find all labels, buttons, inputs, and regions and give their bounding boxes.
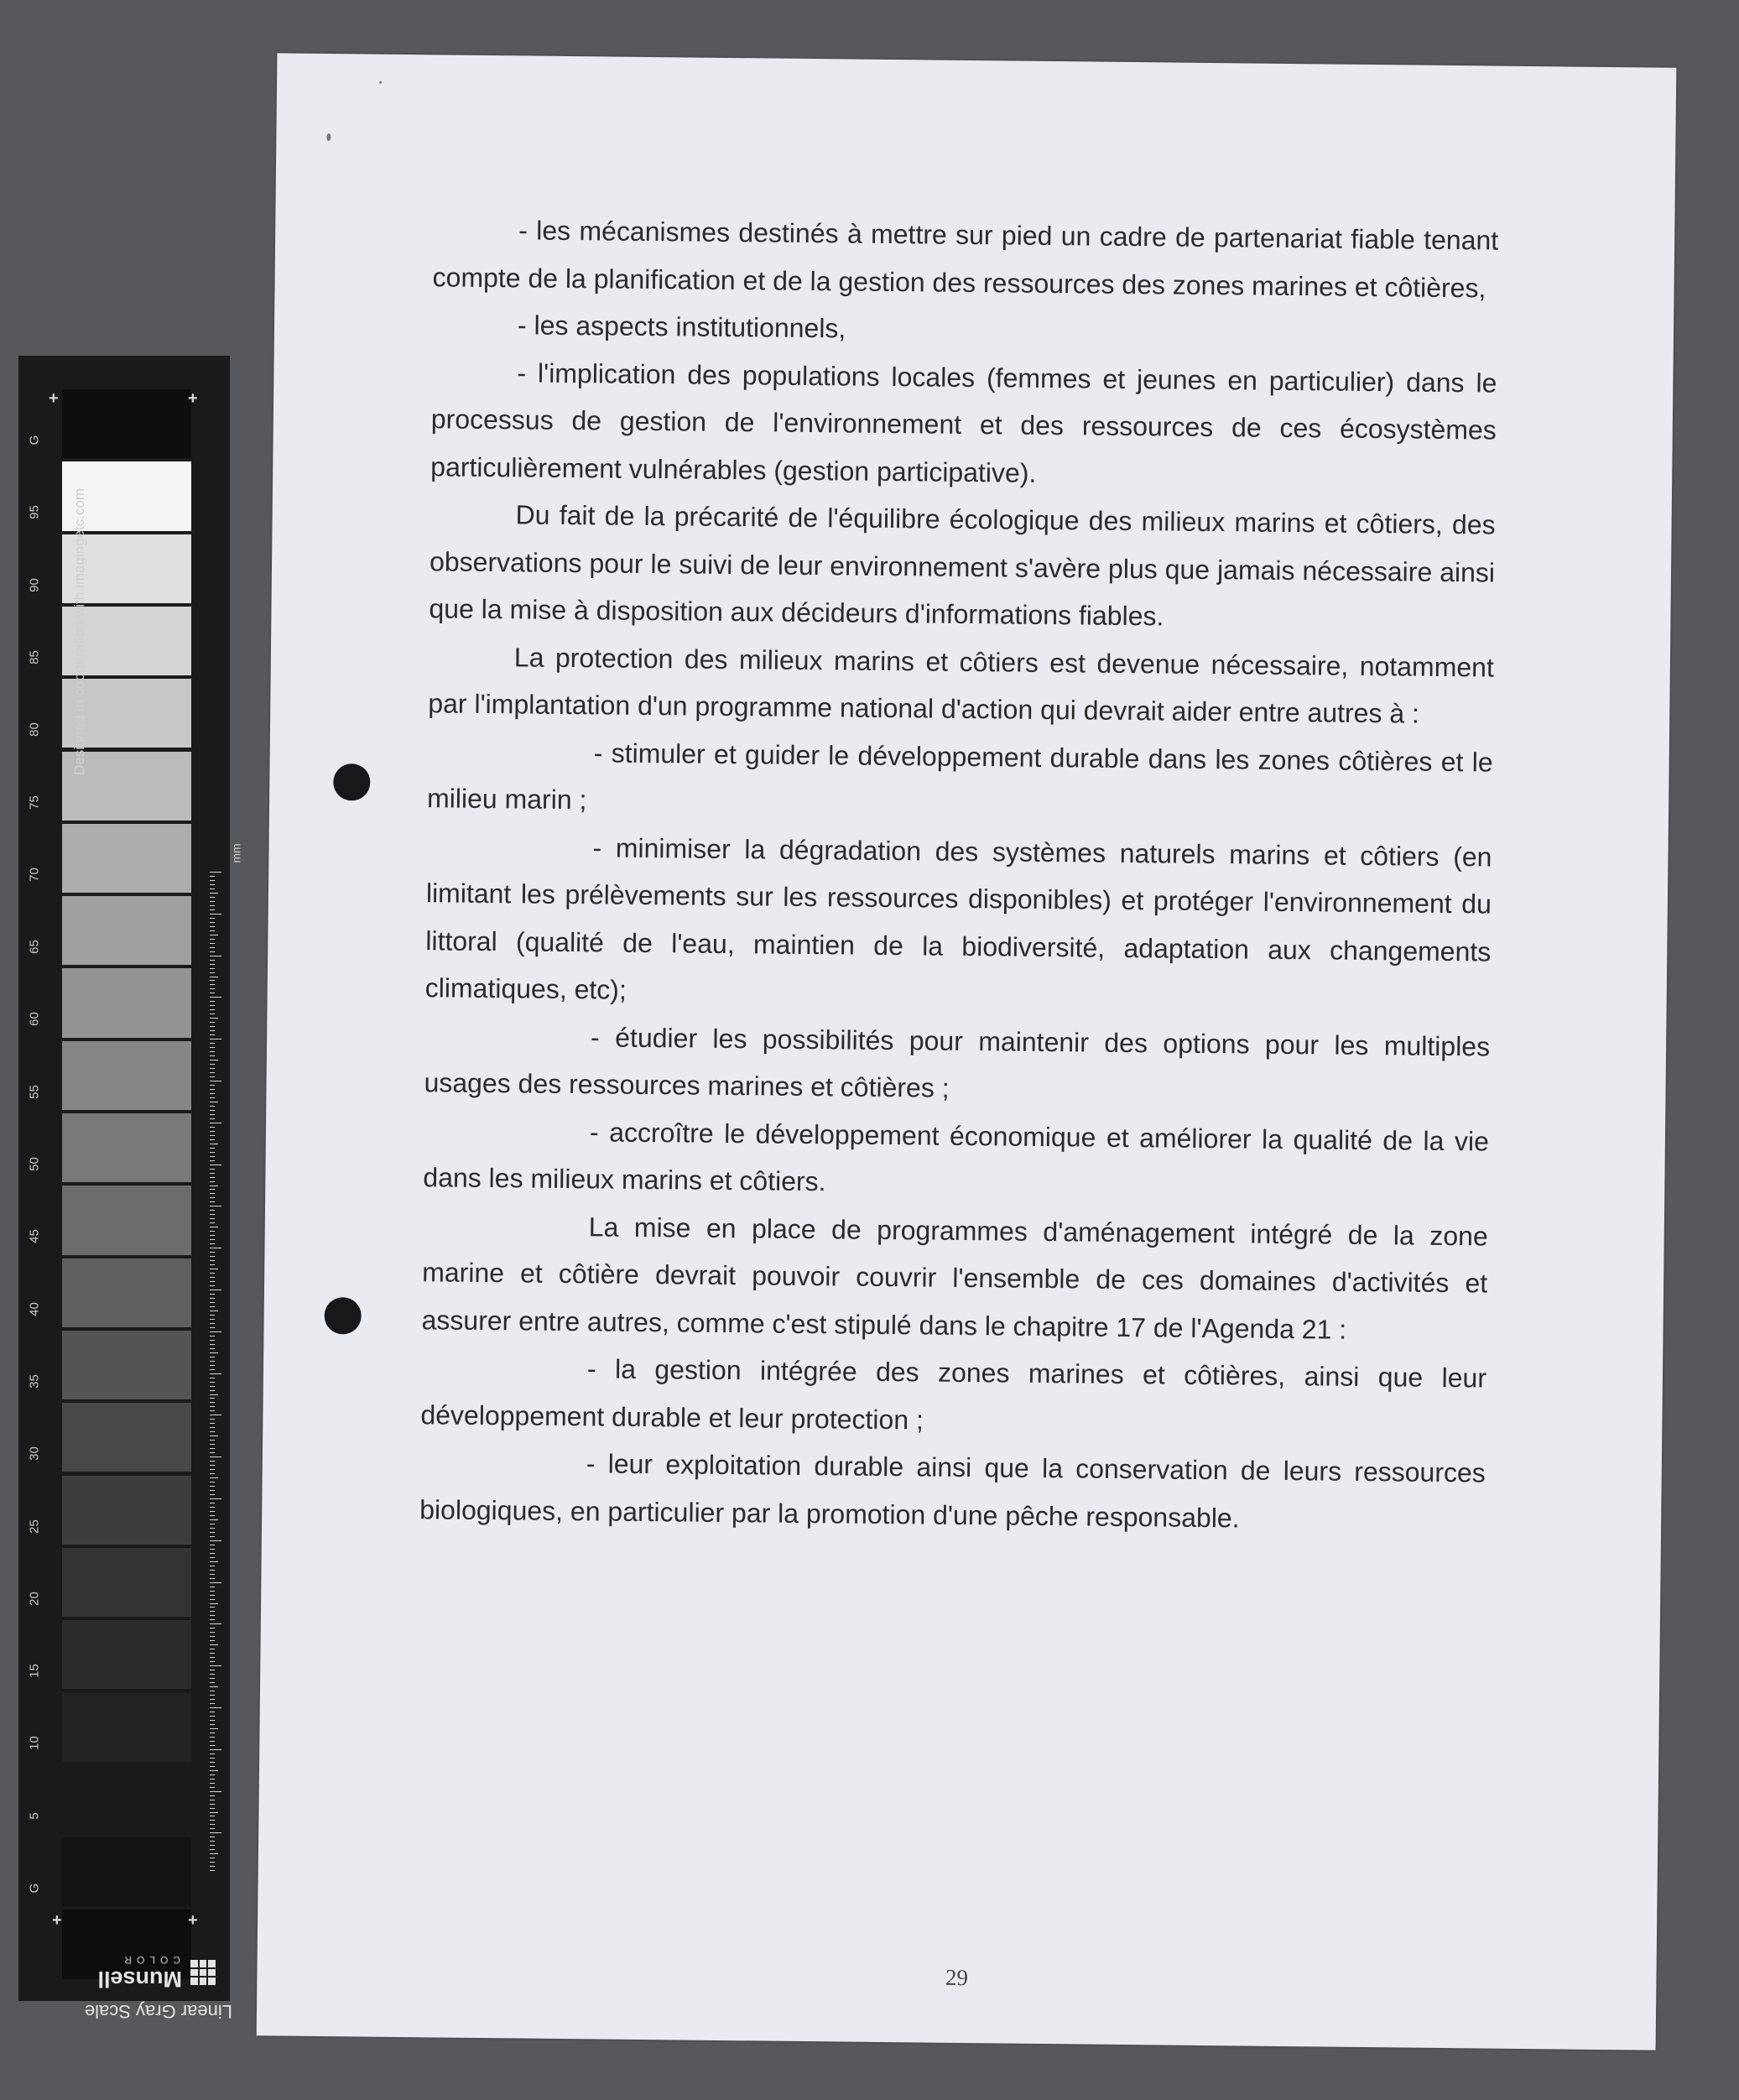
ruler-tick: [210, 1018, 218, 1019]
ruler-tick: [210, 984, 215, 985]
body-paragraph: La mise en place de programmes d'aménagement intégré de la zone marine et côtière devrait pouvoir couvrir l'ensemble de ces domaines d'activités et assurer entre autres, comme c'est stipulé dans le chapitre 17 de l'Agenda 21 :: [421, 1211, 1488, 1345]
munsell-logo-icon: [190, 1960, 216, 1985]
gray-swatch: [62, 389, 191, 458]
ruler-tick: [210, 1795, 215, 1796]
bullet-paragraph: - l'implication des populations locales (femmes et jeunes en particulier) dans le processus de gestion de l'environnement et des ressources de ces écosystèmes particulièrement vulnérables (gestion participative).: [430, 357, 1497, 488]
ruler-tick: [210, 1591, 215, 1592]
ruler-tick: [210, 880, 215, 881]
ruler-tick: [210, 1110, 215, 1111]
ruler-tick: [210, 1574, 215, 1575]
ruler-tick: [210, 1260, 215, 1261]
ruler-tick: [210, 1632, 215, 1633]
ruler-tick: [210, 1686, 218, 1687]
ruler-tick: [210, 884, 215, 885]
ruler-tick: [210, 1699, 215, 1700]
gray-step-label: 35: [27, 1374, 42, 1389]
bullet-paragraph: - accroître le développement économique et améliorer la qualité de la vie dans les milieux marins et côtiers.: [423, 1116, 1490, 1197]
ruler-tick: [210, 960, 215, 961]
ruler-tick: [210, 1114, 215, 1115]
ruler-tick: [210, 876, 215, 877]
bullet-paragraph: - la gestion intégrée des zones marines et côtières, ainsi que leur développement durable et leur protection ;: [420, 1353, 1487, 1435]
ruler-tick: [210, 1252, 215, 1253]
gray-step-label: G: [27, 435, 42, 446]
ruler-tick: [210, 1716, 215, 1717]
gray-step-label: 30: [27, 1446, 42, 1462]
ruler-tick: [210, 1766, 215, 1767]
ruler-tick: [210, 1787, 215, 1788]
ruler-tick: [210, 1570, 215, 1571]
ruler-tick: [210, 1419, 215, 1420]
ruler-tick: [210, 1611, 215, 1612]
ruler-tick: [210, 1022, 215, 1023]
ruler-tick: [210, 1055, 215, 1056]
ruler-tick: [210, 1281, 215, 1282]
ruler-tick: [210, 1482, 215, 1483]
ruler-tick: [210, 972, 215, 973]
ruler-tick: [210, 1181, 215, 1182]
ruler-tick: [210, 1210, 215, 1211]
ruler-tick: [210, 1039, 221, 1040]
ruler-tick: [210, 1553, 215, 1554]
punch-hole-upper: [333, 763, 370, 800]
gray-step-label: G: [27, 1883, 42, 1894]
ruler-tick: [210, 1043, 215, 1044]
ruler-tick: [210, 980, 215, 981]
gray-swatch: [62, 1620, 191, 1689]
gray-step-label: 70: [27, 867, 42, 882]
ruler-tick: [210, 1528, 215, 1529]
ruler-tick: [210, 1047, 215, 1048]
ruler-tick: [210, 930, 215, 931]
ruler-tick: [210, 1674, 215, 1675]
ruler-tick: [210, 1406, 215, 1407]
ruler-tick: [210, 1707, 221, 1708]
gray-step-label: 65: [27, 940, 42, 954]
ruler-tick: [210, 1068, 215, 1069]
bullet-paragraph: - étudier les possibilités pour maintenir des options pour les multiples usages des ressources marines et côtières ;: [424, 1021, 1491, 1103]
ruler-tick: [210, 1076, 215, 1077]
ruler-tick: [210, 1720, 215, 1721]
ruler-tick: [210, 1394, 218, 1395]
ruler-tick: [210, 1118, 215, 1119]
ruler-tick: [210, 1440, 215, 1441]
ruler-tick: [210, 1135, 215, 1136]
ruler-tick: [210, 1369, 215, 1370]
plus-mark-top-left: +: [49, 389, 59, 408]
punch-hole-lower: [324, 1297, 361, 1334]
ruler-tick: [210, 1749, 221, 1750]
ruler-tick: [210, 1737, 215, 1738]
ruler-tick: [210, 1762, 215, 1763]
gray-step-label: 45: [27, 1229, 42, 1244]
ruler-tick: [210, 1557, 215, 1558]
ruler-tick: [210, 1001, 215, 1002]
brand-subtitle: COLOR: [119, 1954, 180, 1966]
ruler-tick: [210, 1097, 215, 1098]
gray-swatch: [62, 1331, 191, 1399]
ruler-tick: [210, 1477, 218, 1478]
ruler-tick: [210, 1456, 221, 1457]
millimeter-ruler: [210, 872, 221, 1874]
gray-swatch: [62, 1837, 191, 1906]
ruler-tick: [210, 1302, 215, 1303]
ruler-tick: [210, 1657, 215, 1658]
ruler-tick: [210, 1361, 215, 1362]
ruler-tick: [210, 1653, 215, 1654]
ruler-tick: [210, 1774, 215, 1775]
gray-step-label: 55: [27, 1084, 42, 1099]
ruler-tick: [210, 1783, 215, 1784]
ruler-tick: [210, 1603, 218, 1604]
ruler-tick: [210, 1465, 215, 1466]
body-paragraph: Du fait de la précarité de l'équilibre écologique des milieux marins et côtiers, des observations pour le suivi de leur environnement s'avère plus que jamais nécessaire ainsi que la mise à disposition aux décideurs d'informations fiables.: [429, 499, 1496, 632]
ruler-tick: [210, 1448, 215, 1449]
gray-step-label: 75: [27, 795, 42, 810]
ruler-tick: [210, 1695, 215, 1696]
scan-speck: [379, 81, 382, 84]
ruler-tick: [210, 1779, 215, 1780]
ruler-tick: [210, 1034, 215, 1035]
ruler-tick: [210, 1072, 215, 1073]
ruler-tick: [210, 1106, 215, 1107]
ruler-tick: [210, 1540, 221, 1541]
ruler-tick: [210, 1636, 215, 1637]
ruler-tick: [210, 1494, 215, 1495]
ruler-tick: [210, 1623, 221, 1624]
ruler-tick: [210, 901, 215, 902]
ruler-tick: [210, 1619, 215, 1620]
gray-swatch: [62, 1113, 191, 1182]
ruler-tick: [210, 1193, 215, 1194]
ruler-tick: [210, 918, 215, 919]
gray-step-label: 90: [27, 577, 42, 592]
ruler-tick: [210, 1845, 215, 1846]
ruler-tick: [210, 1327, 215, 1328]
ruler-tick: [210, 1382, 215, 1383]
gray-swatch: [62, 1765, 191, 1834]
ruler-tick: [210, 1156, 215, 1157]
ruler-tick: [210, 1005, 215, 1006]
scale-caption: Linear Gray Scale: [84, 2001, 232, 2022]
ruler-tick: [210, 1277, 215, 1278]
ruler-tick: [210, 1853, 218, 1854]
gray-swatch: [62, 1692, 191, 1761]
ruler-tick: [210, 1085, 215, 1086]
ruler-tick: [210, 1264, 215, 1265]
gray-step-label: 60: [27, 1012, 42, 1027]
brand-title: Munsell: [97, 1967, 182, 1992]
ruler-tick: [210, 1515, 215, 1516]
ruler-tick: [210, 951, 215, 952]
ruler-tick: [210, 1461, 215, 1462]
ruler-tick: [210, 1285, 215, 1286]
ruler-tick: [210, 1561, 218, 1562]
bullet-paragraph: - stimuler et guider le développement durable dans les zones côtières et le milieu marin ;: [426, 737, 1493, 816]
ruler-tick: [210, 1511, 215, 1512]
ruler-tick: [210, 1599, 215, 1600]
bullet-paragraph: - minimiser la dégradation des systèmes naturels marins et côtiers (en limitant les prélèvements sur les ressources disponibles) et protéger l'environnement du littoral (qualité de l'eau, maintien de la biodiversité, adaptation aux changements climatiques, etc);: [424, 831, 1492, 1005]
plus-mark-bottom-right: +: [188, 1911, 198, 1930]
gray-scale-card: [18, 356, 243, 2022]
body-paragraph: La protection des milieux marins et côtiers est devenue nécessaire, notamment par l'implantation d'un programme national d'action qui devrait aider entre autres à :: [428, 641, 1495, 729]
ruler-tick: [210, 1745, 215, 1746]
bullet-paragraph: - les aspects institutionnels,: [517, 310, 846, 344]
ruler-tick: [210, 1498, 221, 1499]
ruler-tick: [210, 1444, 215, 1445]
gray-step-label: 80: [27, 722, 42, 737]
page-number: 29: [945, 1964, 969, 1991]
ruler-tick: [210, 964, 215, 965]
ruler-tick: [210, 1431, 215, 1432]
ruler-tick: [210, 1064, 215, 1065]
ruler-tick: [210, 1582, 221, 1583]
ruler-tick: [210, 1410, 215, 1411]
ruler-tick: [210, 1051, 215, 1052]
ruler-tick: [210, 1331, 221, 1332]
ruler-tick: [210, 1870, 215, 1871]
ruler-tick: [210, 1758, 215, 1759]
ruler-tick: [210, 1828, 215, 1829]
ruler-tick: [210, 1298, 215, 1299]
ruler-tick: [210, 997, 221, 998]
credit-text: Designed in cooperation with imagingetc.com: [71, 487, 87, 775]
munsell-brand: [65, 1916, 216, 1992]
ruler-tick: [210, 1214, 215, 1215]
ruler-tick: [210, 1243, 215, 1244]
ruler-tick: [210, 939, 215, 940]
ruler-tick: [210, 1452, 215, 1453]
ruler-tick: [210, 926, 215, 927]
ruler-tick: [210, 947, 215, 948]
ruler-tick: [210, 1365, 215, 1366]
ruler-tick: [210, 1808, 215, 1809]
ruler-tick: [210, 905, 215, 906]
ruler-tick: [210, 1173, 215, 1174]
ruler-tick: [210, 922, 215, 923]
gray-step-label: 50: [27, 1157, 42, 1171]
ruler-tick: [210, 1469, 215, 1470]
ruler-tick: [210, 1770, 218, 1771]
ruler-tick: [210, 1862, 215, 1863]
bullet-paragraph: - les mécanismes destinés à mettre sur pied un cadre de partenariat fiable tenant compte de la planification et de la gestion des ressources des zones marines et côtières,: [432, 215, 1499, 303]
ruler-tick: [210, 1578, 215, 1579]
ruler-tick: [210, 1319, 215, 1320]
ruler-tick: [210, 1273, 215, 1274]
ruler-tick: [210, 1344, 215, 1345]
ruler-tick: [210, 1189, 215, 1190]
ruler-tick: [210, 897, 215, 898]
ruler-tick: [210, 1791, 221, 1792]
ruler-tick: [210, 1678, 215, 1679]
gray-swatch: [62, 896, 191, 965]
ruler-tick: [210, 1804, 215, 1805]
document-page: [257, 53, 1677, 2050]
ruler-tick: [210, 1160, 215, 1161]
ruler-tick: [210, 893, 218, 894]
ruler-tick: [210, 1340, 215, 1341]
gray-step-label: 15: [27, 1664, 42, 1678]
gray-swatch: [62, 1476, 191, 1545]
ruler-tick: [210, 1373, 221, 1374]
gray-swatch: [62, 1403, 191, 1472]
ruler-tick: [210, 1607, 215, 1608]
ruler-tick: [210, 1741, 215, 1742]
ruler-tick: [210, 988, 215, 989]
ruler-tick: [210, 1812, 218, 1813]
ruler-tick: [210, 909, 215, 910]
ruler-tick: [210, 1030, 215, 1031]
gray-step-label: 5: [27, 1812, 42, 1820]
ruler-unit-label: mm: [229, 843, 243, 863]
ruler-tick: [210, 968, 215, 969]
ruler-tick: [210, 1595, 215, 1596]
ruler-tick: [210, 1222, 215, 1223]
ruler-tick: [210, 1306, 215, 1307]
ruler-tick: [210, 1026, 215, 1027]
ruler-tick: [210, 1866, 215, 1867]
ruler-tick: [210, 943, 215, 944]
plus-mark-top-right: +: [188, 389, 198, 408]
ruler-tick: [210, 1398, 215, 1399]
ruler-tick: [210, 1177, 215, 1178]
gray-step-label: 20: [27, 1591, 42, 1606]
ruler-tick: [210, 1089, 215, 1090]
bullet-paragraph: - leur exploitation durable ainsi que la conservation de leurs ressources biologiques, en particulier par la promotion d'une pêche responsable.: [419, 1448, 1486, 1533]
ruler-tick: [210, 1615, 215, 1616]
gray-step-label: 40: [27, 1301, 42, 1316]
ruler-tick: [210, 1473, 215, 1474]
ruler-tick: [210, 1549, 215, 1550]
ruler-tick: [210, 1386, 215, 1387]
ruler-tick: [210, 1824, 215, 1825]
ruler-tick: [210, 1148, 215, 1149]
body-text: [419, 206, 1498, 1544]
ruler-tick: [210, 1841, 215, 1842]
ruler-tick: [210, 1315, 215, 1316]
ruler-tick: [210, 1427, 215, 1428]
ruler-tick: [210, 1832, 221, 1833]
ruler-tick: [210, 1703, 215, 1704]
ruler-tick: [210, 1753, 215, 1754]
ruler-tick: [210, 1323, 215, 1324]
ruler-tick: [210, 1849, 215, 1850]
gray-step-label: 10: [27, 1736, 42, 1751]
ruler-tick: [210, 1239, 215, 1240]
gray-swatch: [62, 1041, 191, 1110]
ruler-tick: [210, 1139, 215, 1140]
ruler-tick: [210, 1093, 215, 1094]
ruler-tick: [210, 1490, 215, 1491]
gray-swatch: [62, 1548, 191, 1617]
ruler-tick: [210, 1536, 215, 1537]
ruler-tick: [210, 1728, 218, 1729]
ruler-tick: [210, 1661, 215, 1662]
scan-speck: [326, 133, 331, 141]
ruler-tick: [210, 1486, 215, 1487]
ruler-tick: [210, 1682, 215, 1683]
ruler-tick: [210, 1820, 215, 1821]
ruler-tick: [210, 1644, 218, 1645]
gray-swatch: [62, 1258, 191, 1327]
ruler-tick: [210, 1352, 218, 1353]
ruler-tick: [210, 1197, 215, 1198]
ruler-tick: [210, 1423, 215, 1424]
ruler-tick: [210, 1201, 215, 1202]
gray-step-label: 95: [27, 505, 42, 520]
ruler-tick: [210, 1231, 215, 1232]
ruler-tick: [210, 914, 221, 915]
ruler-tick: [210, 1390, 215, 1391]
gray-step-label: 85: [27, 650, 42, 664]
ruler-tick: [210, 1519, 218, 1520]
ruler-tick: [210, 1235, 215, 1236]
ruler-tick: [210, 1131, 215, 1132]
gray-step-label: 25: [27, 1519, 42, 1534]
ruler-tick: [210, 1256, 215, 1257]
ruler-tick: [210, 1532, 215, 1533]
ruler-tick: [210, 1218, 215, 1219]
ruler-tick: [210, 1507, 215, 1508]
ruler-tick: [210, 1169, 215, 1170]
ruler-tick: [210, 1152, 215, 1153]
ruler-tick: [210, 1294, 215, 1295]
gray-swatch: [62, 1185, 191, 1254]
gray-swatch: [62, 968, 191, 1037]
ruler-tick: [210, 872, 221, 873]
ruler-tick: [210, 1185, 218, 1186]
ruler-tick: [210, 888, 215, 889]
ruler-tick: [210, 1009, 215, 1010]
ruler-tick: [210, 1402, 215, 1403]
gray-swatch: [62, 824, 191, 893]
ruler-tick: [210, 1724, 215, 1725]
ruler-tick: [210, 1665, 221, 1666]
ruler-tick: [210, 1336, 215, 1337]
ruler-tick: [210, 1640, 215, 1641]
ruler-tick: [210, 1348, 215, 1349]
ruler-tick: [210, 1127, 215, 1128]
plus-mark-bottom-left: +: [52, 1911, 62, 1930]
